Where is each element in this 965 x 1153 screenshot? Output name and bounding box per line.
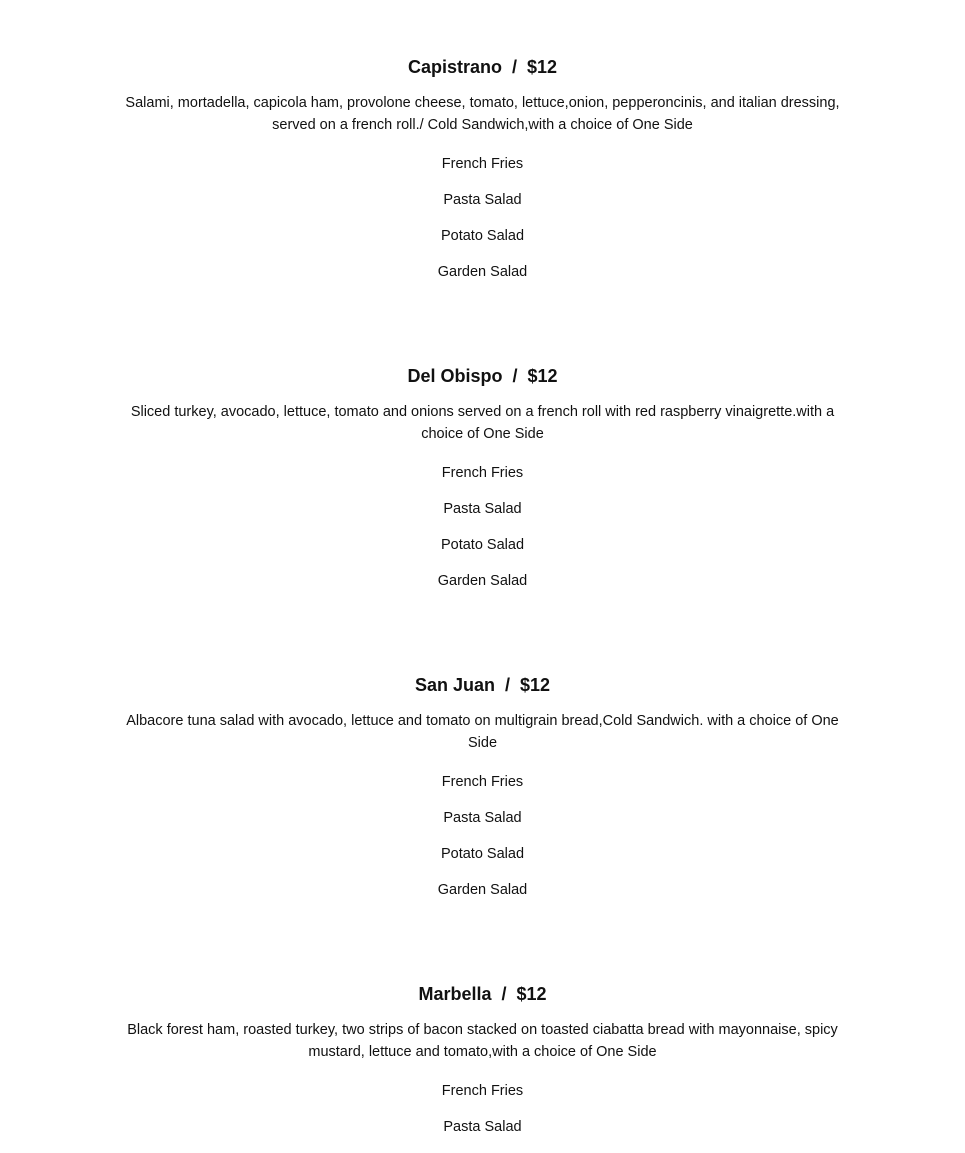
menu-item — [0, 365, 965, 607]
menu-item-title — [0, 56, 965, 78]
menu-item-name: Capistrano — [407, 57, 502, 77]
menu-item-name: Del Obispo — [407, 366, 503, 386]
menu-item-description: Sliced turkey, avocado, lettuce, tomato and onions served on a french roll with red raspberry vinaigrette.with a choice of One Side — [130, 404, 835, 442]
menu-item-title — [0, 365, 965, 387]
side-option[interactable]: Potato Salad — [440, 228, 525, 244]
side-option[interactable]: Garden Salad — [437, 573, 528, 589]
side-option[interactable]: Pasta Salad — [443, 501, 522, 517]
menu-item-name: San Juan — [414, 675, 495, 695]
menu-item-name: Marbella — [418, 984, 492, 1004]
title-separator: / — [501, 984, 507, 1004]
side-option[interactable]: Potato Salad — [440, 537, 525, 553]
side-option[interactable]: Garden Salad — [437, 264, 528, 280]
side-option[interactable]: French Fries — [441, 465, 524, 481]
menu-item-description: Salami, mortadella, capicola ham, provolone cheese, tomato, lettuce,onion, pepperoncinis, and italian dressing, served on a french roll./ Cold Sandwich,with a choice of One Side — [125, 95, 840, 133]
side-option[interactable]: Pasta Salad — [443, 810, 522, 826]
menu-item — [0, 674, 965, 916]
menu-item-title — [0, 674, 965, 696]
menu-item-description: Albacore tuna salad with avocado, lettuce and tomato on multigrain bread,Cold Sandwich. with a choice of One Side — [126, 713, 839, 751]
menu-item-title — [0, 983, 965, 1005]
menu-item — [0, 56, 965, 298]
side-options — [0, 463, 965, 591]
side-option[interactable]: Garden Salad — [437, 882, 528, 898]
side-option[interactable]: French Fries — [441, 774, 524, 790]
menu-item-price: $12 — [527, 57, 558, 77]
side-options — [0, 772, 965, 900]
side-option[interactable]: French Fries — [441, 1083, 524, 1099]
side-option[interactable]: Potato Salad — [440, 846, 525, 862]
menu-item — [0, 983, 965, 1153]
menu-item-price: $12 — [520, 675, 551, 695]
side-options — [0, 1081, 965, 1137]
side-options — [0, 154, 965, 282]
side-option[interactable]: Pasta Salad — [443, 192, 522, 208]
menu-item-price: $12 — [527, 366, 558, 386]
menu-item-price: $12 — [516, 984, 547, 1004]
side-option[interactable]: French Fries — [441, 156, 524, 172]
title-separator: / — [511, 57, 517, 77]
title-separator: / — [504, 675, 510, 695]
side-option[interactable]: Pasta Salad — [443, 1119, 522, 1135]
menu-item-description: Black forest ham, roasted turkey, two strips of bacon stacked on toasted ciabatta bread with mayonnaise, spicy mustard, lettuce and tomato,with a choice of One Side — [127, 1022, 838, 1060]
title-separator: / — [512, 366, 518, 386]
